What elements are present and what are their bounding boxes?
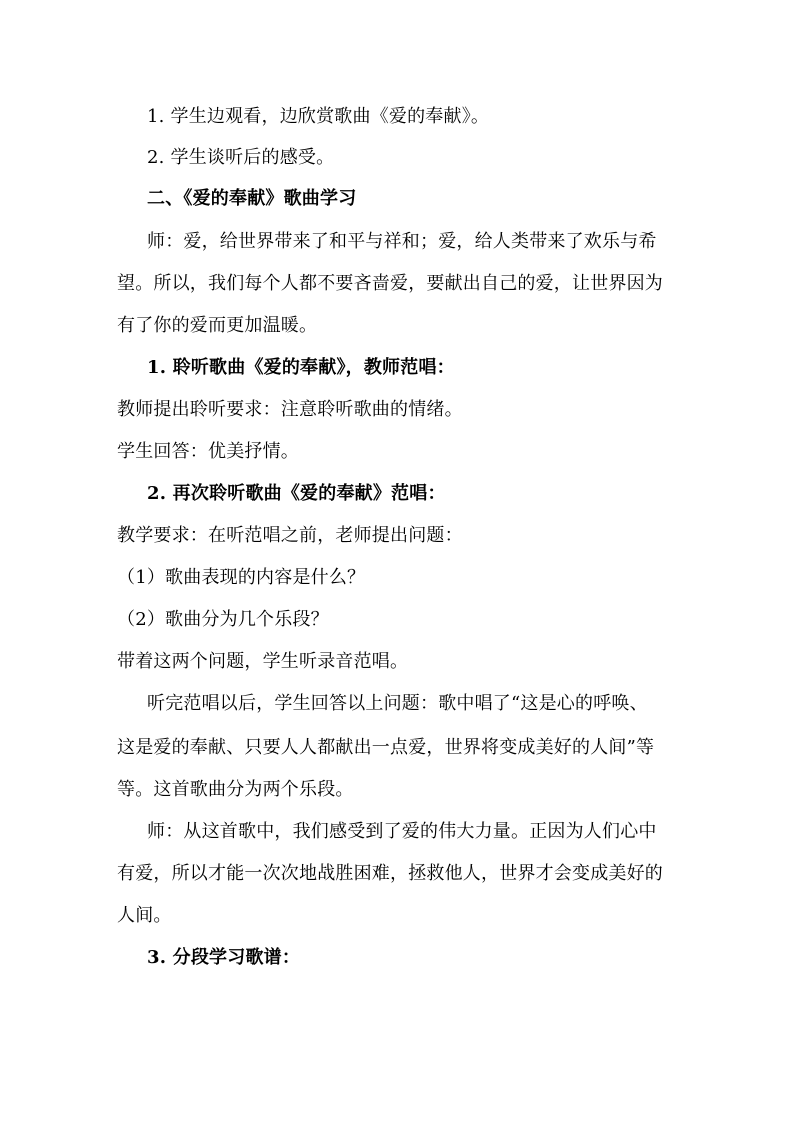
listening-instruction: 带着这两个问题，学生听录音范唱。 (117, 651, 409, 672)
subheading-learn-score: 3. 分段学习歌谱： (147, 947, 301, 968)
student-answer: 学生回答：优美抒情。 (117, 441, 299, 462)
listening-requirement: 教师提出聆听要求：注意聆听歌曲的情绪。 (117, 399, 463, 420)
teacher-conclusion-line-3: 人间。 (117, 905, 172, 926)
question-2: （2）歌曲分为几个乐段？ (117, 609, 329, 630)
teacher-conclusion-line-2: 有爱，所以才能一次次地战胜困难，拯救他人，世界才会变成美好的 (117, 863, 663, 884)
teacher-intro-line-3: 有了你的爱而更加温暖。 (117, 315, 318, 336)
answer-summary-line-2: 这是爱的奉献、只要人人都献出一点爱，世界将变成美好的人间”等 (117, 737, 655, 758)
section-heading-song-learning: 二、《爱的奉献》歌曲学习 (147, 188, 357, 209)
step-1-watch-song: 1. 学生边观看，边欣赏歌曲《爱的奉献》。 (147, 106, 490, 127)
step-2-share-feelings: 2. 学生谈听后的感受。 (147, 147, 335, 168)
teacher-intro-line-1: 师：爱，给世界带来了和平与祥和；爱，给人类带来了欢乐与希 (147, 231, 657, 252)
teacher-conclusion-line-1: 师：从这首歌中，我们感受到了爱的伟大力量。正因为人们心中 (147, 821, 657, 842)
subheading-listen-again: 2. 再次聆听歌曲《爱的奉献》范唱： (147, 483, 446, 504)
subheading-listen-song: 1. 聆听歌曲《爱的奉献》，教师范唱： (147, 357, 455, 378)
question-1: （1）歌曲表现的内容是什么？ (117, 567, 366, 588)
answer-summary-line-1: 听完范唱以后，学生回答以上问题：歌中唱了“这是心的呼唤、 (147, 693, 648, 714)
teacher-intro-line-2: 望。所以，我们每个人都不要吝啬爱，要献出自己的爱，让世界因为 (117, 273, 663, 294)
answer-summary-line-3: 等。这首歌曲分为两个乐段。 (117, 779, 354, 800)
teaching-requirement: 教学要求：在听范唱之前，老师提出问题： (117, 525, 463, 546)
